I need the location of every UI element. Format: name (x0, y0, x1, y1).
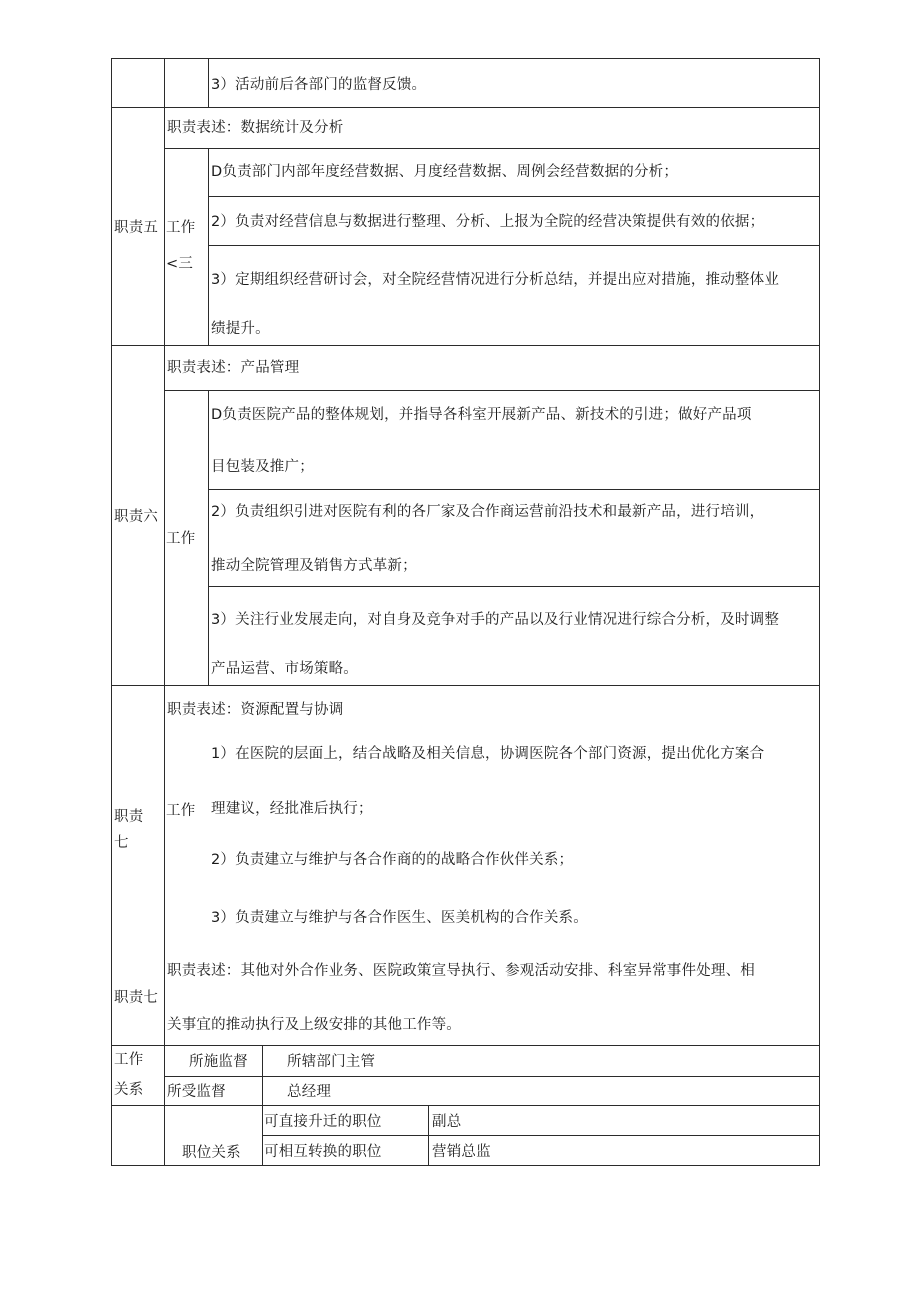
duty-description: 职责表述：数据统计及分析 (167, 120, 344, 136)
duty-item-text: 3）关注行业发展走向，对自身及竞争对手的产品以及行业情况进行综合分析，及时调整 (211, 612, 780, 628)
work-label-ocr: <三 (166, 256, 194, 272)
row-divider (111, 1045, 820, 1046)
border-left (111, 58, 112, 1166)
duty-item-text: 2）负责对经营信息与数据进行整理、分析、上报为全院的经营决策提供有效的依据； (211, 214, 765, 230)
row-divider (208, 245, 820, 246)
col-divider (164, 58, 165, 1106)
promotion-label: 可直接升迁的职位 (264, 1114, 382, 1130)
supervises-label: 所施监督 (189, 1054, 248, 1070)
transfer-value: 营销总监 (432, 1144, 491, 1160)
duty-item-text: 2）负责建立与维护与各合作商的的战略合作伙伴关系； (211, 852, 574, 868)
duty-item-text: 理建议，经批准后执行； (211, 801, 373, 817)
duty-item-text: 绩提升。 (211, 321, 270, 337)
duty-item-text: 2）负责组织引进对医院有利的各厂家及合作商运营前沿技术和最新产品，进行培训， (211, 504, 765, 520)
relations-label: 工作 (114, 1052, 144, 1068)
duty-item-text: 3）活动前后各部门的监督反馈。 (211, 77, 427, 93)
work-label: 工作 (166, 531, 196, 547)
col-divider (208, 58, 209, 108)
col-divider (208, 148, 209, 346)
row-divider (111, 345, 820, 346)
row-divider (111, 107, 820, 108)
duty-item-text: 目包装及推广； (211, 459, 314, 475)
row-divider (208, 586, 820, 587)
relations-label: 关系 (114, 1082, 144, 1098)
duty-item-text: 3）负责建立与维护与各合作医生、医美机构的合作关系。 (211, 910, 588, 926)
duty-item-text: 1）在医院的层面上，结合战略及相关信息，协调医院各个部门资源，提出优化方案合 (211, 746, 765, 762)
duty-label: 职责五 (114, 220, 159, 236)
supervised-by-label: 所受监督 (167, 1084, 226, 1100)
border-bottom (111, 1165, 820, 1166)
duty-item-text: 产品运营、市场策略。 (211, 661, 358, 677)
position-relations-label: 职位关系 (182, 1145, 241, 1161)
duty-item-text: 推动全院管理及销售方式革新； (211, 558, 417, 574)
border-right (819, 58, 820, 1166)
work-label: 工作 (166, 803, 196, 819)
promotion-value: 副总 (432, 1114, 462, 1130)
duty-label: 职责 (114, 809, 144, 825)
row-divider (208, 489, 820, 490)
duty-label: 职责六 (114, 509, 159, 525)
transfer-label: 可相互转换的职位 (264, 1144, 382, 1160)
row-divider (111, 1105, 820, 1106)
duty-label: 职责七 (114, 990, 159, 1006)
row-divider (164, 148, 820, 149)
supervised-by-value: 总经理 (287, 1084, 332, 1100)
col-divider (262, 1105, 263, 1166)
col-divider (208, 390, 209, 686)
supervises-value: 所辖部门主管 (287, 1054, 376, 1070)
duty-description: 职责表述：其他对外合作业务、医院政策宣导执行、参观活动安排、科室异常事件处理、相 (167, 963, 755, 979)
duty-description: 职责表述：产品管理 (167, 360, 300, 376)
duty-description: 关事宜的推动执行及上级安排的其他工作等。 (167, 1017, 461, 1033)
work-label: 工作 (166, 220, 196, 236)
row-divider (164, 390, 820, 391)
border-top (111, 58, 820, 59)
duty-item-text: D负责部门内部年度经营数据、月度经营数据、周例会经营数据的分析； (211, 164, 679, 180)
duty-label: 七 (114, 835, 129, 851)
col-divider (164, 1105, 165, 1166)
col-divider (428, 1105, 429, 1166)
duty-item-text: D负责医院产品的整体规划，并指导各科室开展新产品、新技术的引进；做好产品项 (211, 407, 752, 423)
row-divider (111, 685, 820, 686)
duty-description: 职责表述：资源配置与协调 (167, 702, 344, 718)
duty-item-text: 3）定期组织经营研讨会，对全院经营情况进行分析总结，并提出应对措施，推动整体业 (211, 272, 780, 288)
col-divider (262, 1045, 263, 1106)
row-divider (262, 1135, 820, 1136)
row-divider (208, 196, 820, 197)
